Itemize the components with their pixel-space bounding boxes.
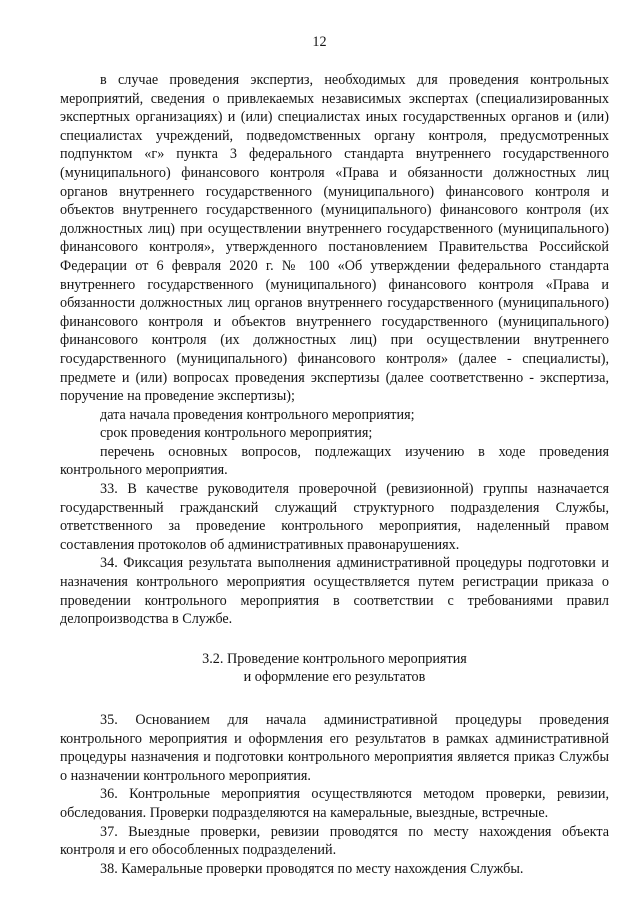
section-heading-line2: и оформление его результатов [243, 669, 426, 686]
paragraph-questions-list: перечень основных вопросов, подлежащих изучению в ходе проведения контрольного мероприятия. [60, 443, 609, 479]
paragraph-36: 36. Контрольные мероприятия осуществляются методом проверки, ревизии, обследования. Проверки подразделяются на камеральные, выездные, встречные. [60, 786, 609, 821]
paragraph-33: 33. В качестве руководителя проверочной (ревизионной) группы назначается государственный гражданский служащий структурного подразделения Службы, ответственного за проведение контрольного мероприятия, наделенный правом составления протоколов об административных правонарушениях. [60, 481, 609, 553]
paragraph-35: 35. Основанием для начала административной процедуры проведения контрольного мероприятия и оформления его результатов в рамках административной процедуры назначения и подготовки контрольного мероприятия является приказ Службы о назначении контрольного мероприятия. [60, 712, 609, 784]
paragraph-38: 38. Камеральные проверки проводятся по месту нахождения Службы. [100, 860, 524, 877]
document-body [60, 71, 609, 878]
paragraph-34: 34. Фиксация результата выполнения административной процедуры подготовки и назначения контрольного мероприятия осуществляется путем регистрации приказа о проведении контрольного мероприятия в соответствии с требованиями правил делопроизводства в Службе. [60, 555, 609, 628]
section-heading-line1: 3.2. Проведение контрольного мероприятия [202, 650, 467, 667]
paragraph-expertise-info: в случае проведения экспертиз, необходимых для проведения контрольных мероприятий, сведения о привлекаемых независимых экспертах (специализированных экспертных организациях) и (или) специалистах иных государственных органов и (или) специалистах учреждений, подведомственных органу контроля, предусмотренных подпунктом «г» пункта 3 федерального стандарта внутреннего государственного (муниципального) финансового контроля «Права и обязанности должностных лиц органов внутреннего государственного (муниципального) финансового контроля и объектов внутреннего государственного (муниципального) финансового контроля (их должностных лиц) при осуществлении внутреннего государственного (муниципального) финансового контроля», утвержденного постановлением Правительства Российской Федерации от 6 февраля 2020 г. № 100 «Об утверждении федерального стандарта внутреннего государственного (муниципального) финансового контроля «Права и обязанности должностных лиц органов внутреннего государственного (муниципального) финансового контроля и объектов внутреннего государственного (муниципального) финансового контроля (их должностных лиц) при осуществлении внутреннего государственного (муниципального) финансового контроля» (далее - специалисты), предмете и (или) вопросах проведения экспертизы (далее соответственно - экспертиза, поручение на проведение экспертизы); [60, 72, 609, 405]
page-number: 12 [312, 34, 327, 50]
paragraph-duration: срок проведения контрольного мероприятия; [100, 425, 373, 442]
paragraph-start-date: дата начала проведения контрольного мероприятия; [100, 406, 415, 423]
paragraph-37: 37. Выездные проверки, ревизии проводятся по месту нахождения объекта контроля и его обособленных подразделений. [60, 823, 609, 859]
section-heading [60, 650, 609, 687]
